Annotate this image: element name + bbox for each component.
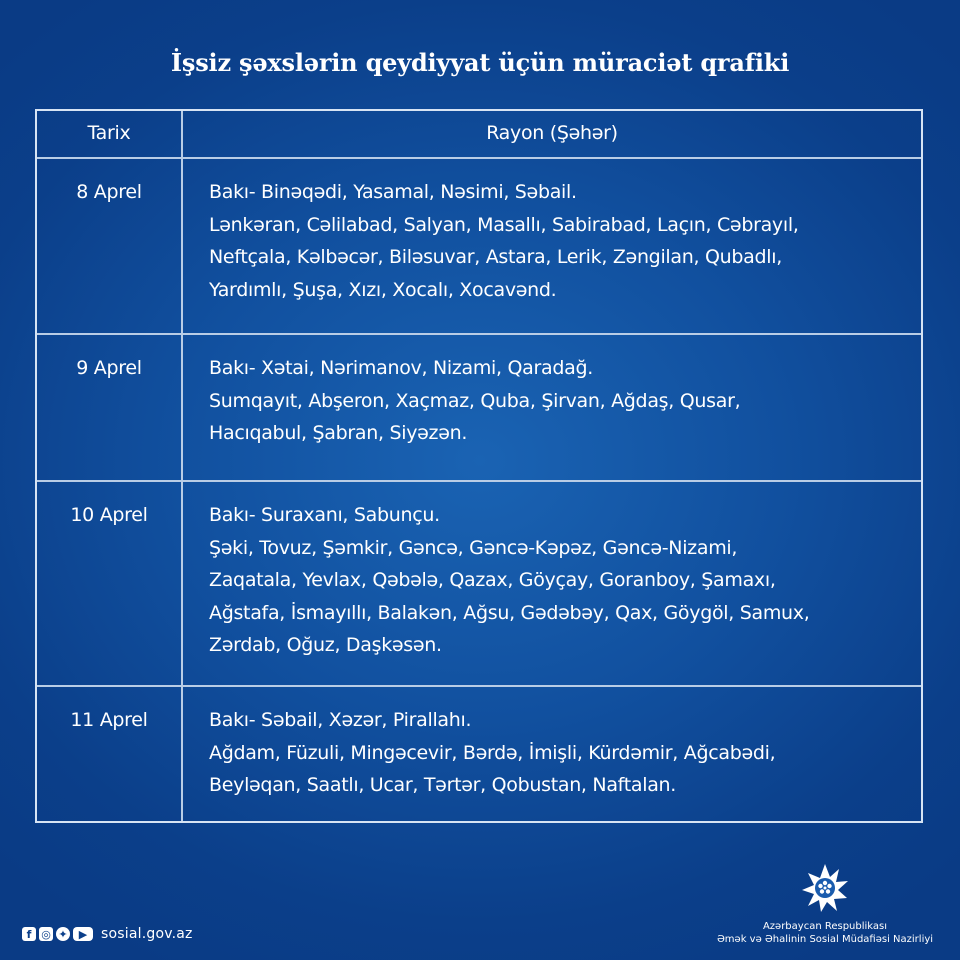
region-line: Hacıqabul, Şabran, Siyəzən.	[209, 422, 468, 444]
row-regions	[183, 159, 921, 333]
org-name-line2: Əmək və Əhalinin Sosial Müdafiəsi Nazirliyi	[716, 934, 934, 945]
ministry-emblem-icon	[797, 862, 853, 914]
region-line: Lənkəran, Cəlilabad, Salyan, Masallı, Sabirabad, Laçın, Cəbrayıl,	[209, 213, 799, 236]
region-line: Bakı- Xətai, Nərimanov, Nizami, Qaradağ.	[209, 357, 593, 379]
region-line: Yardımlı, Şuşa, Xızı, Xocalı, Xocavənd.	[209, 278, 557, 301]
page-title: İşsiz şəxslərin qeydiyyat üçün müraciət qrafiki	[170, 48, 790, 77]
ministry-logo-block	[690, 862, 960, 946]
header-regions: Rayon (Şəhər)	[486, 122, 618, 144]
instagram-icon[interactable]: ◎	[39, 927, 53, 941]
row-regions	[183, 335, 921, 480]
region-line: Zərdab, Oğuz, Daşkəsən.	[209, 634, 442, 656]
region-line: Sumqayıt, Abşeron, Xaçmaz, Quba, Şirvan, Ağdaş, Qusar,	[209, 389, 741, 412]
region-line: Zaqatala, Yevlax, Qəbələ, Qazax, Göyçay, Goranboy, Şamaxı,	[209, 569, 776, 591]
table-header-row	[37, 111, 921, 159]
row-regions	[183, 482, 921, 685]
region-line: Ağstafa, İsmayıllı, Balakən, Ağsu, Gədəbəy, Qax, Göygöl, Samux,	[209, 601, 810, 624]
header-date: Tarix	[37, 111, 183, 157]
org-name-line1: Azərbaycan Respublikası	[762, 921, 888, 932]
table-row	[37, 159, 921, 335]
region-line: Ağdam, Füzuli, Mingəcevir, Bərdə, İmişli, Kürdəmir, Ağcabədi,	[209, 741, 776, 764]
region-line: Bakı- Suraxanı, Sabunçu.	[209, 504, 440, 526]
social-links	[22, 926, 193, 942]
table-row	[37, 482, 921, 687]
row-regions	[183, 687, 921, 821]
region-line: Neftçala, Kəlbəcər, Biləsuvar, Astara, Lerik, Zəngilan, Qubadlı,	[209, 246, 782, 268]
row-date: 8 Aprel	[37, 159, 183, 333]
row-date: 9 Aprel	[37, 335, 183, 480]
table-row	[37, 335, 921, 482]
row-date: 11 Aprel	[37, 687, 183, 821]
website-link[interactable]: sosial.gov.az	[101, 926, 193, 942]
schedule-table	[35, 109, 923, 823]
twitter-icon[interactable]: ✦	[56, 927, 70, 941]
region-line: Beyləqan, Saatlı, Ucar, Tərtər, Qobustan, Naftalan.	[209, 774, 677, 796]
facebook-icon[interactable]: f	[22, 927, 36, 941]
row-date: 10 Aprel	[37, 482, 183, 685]
table-row	[37, 687, 921, 821]
youtube-icon[interactable]: ▶	[73, 927, 93, 941]
region-line: Şəki, Tovuz, Şəmkir, Gəncə, Gəncə-Kəpəz, Gəncə-Nizami,	[209, 536, 738, 559]
region-line: Bakı- Binəqədi, Yasamal, Nəsimi, Səbail.	[209, 181, 577, 203]
region-line: Bakı- Səbail, Xəzər, Pirallahı.	[209, 709, 472, 731]
